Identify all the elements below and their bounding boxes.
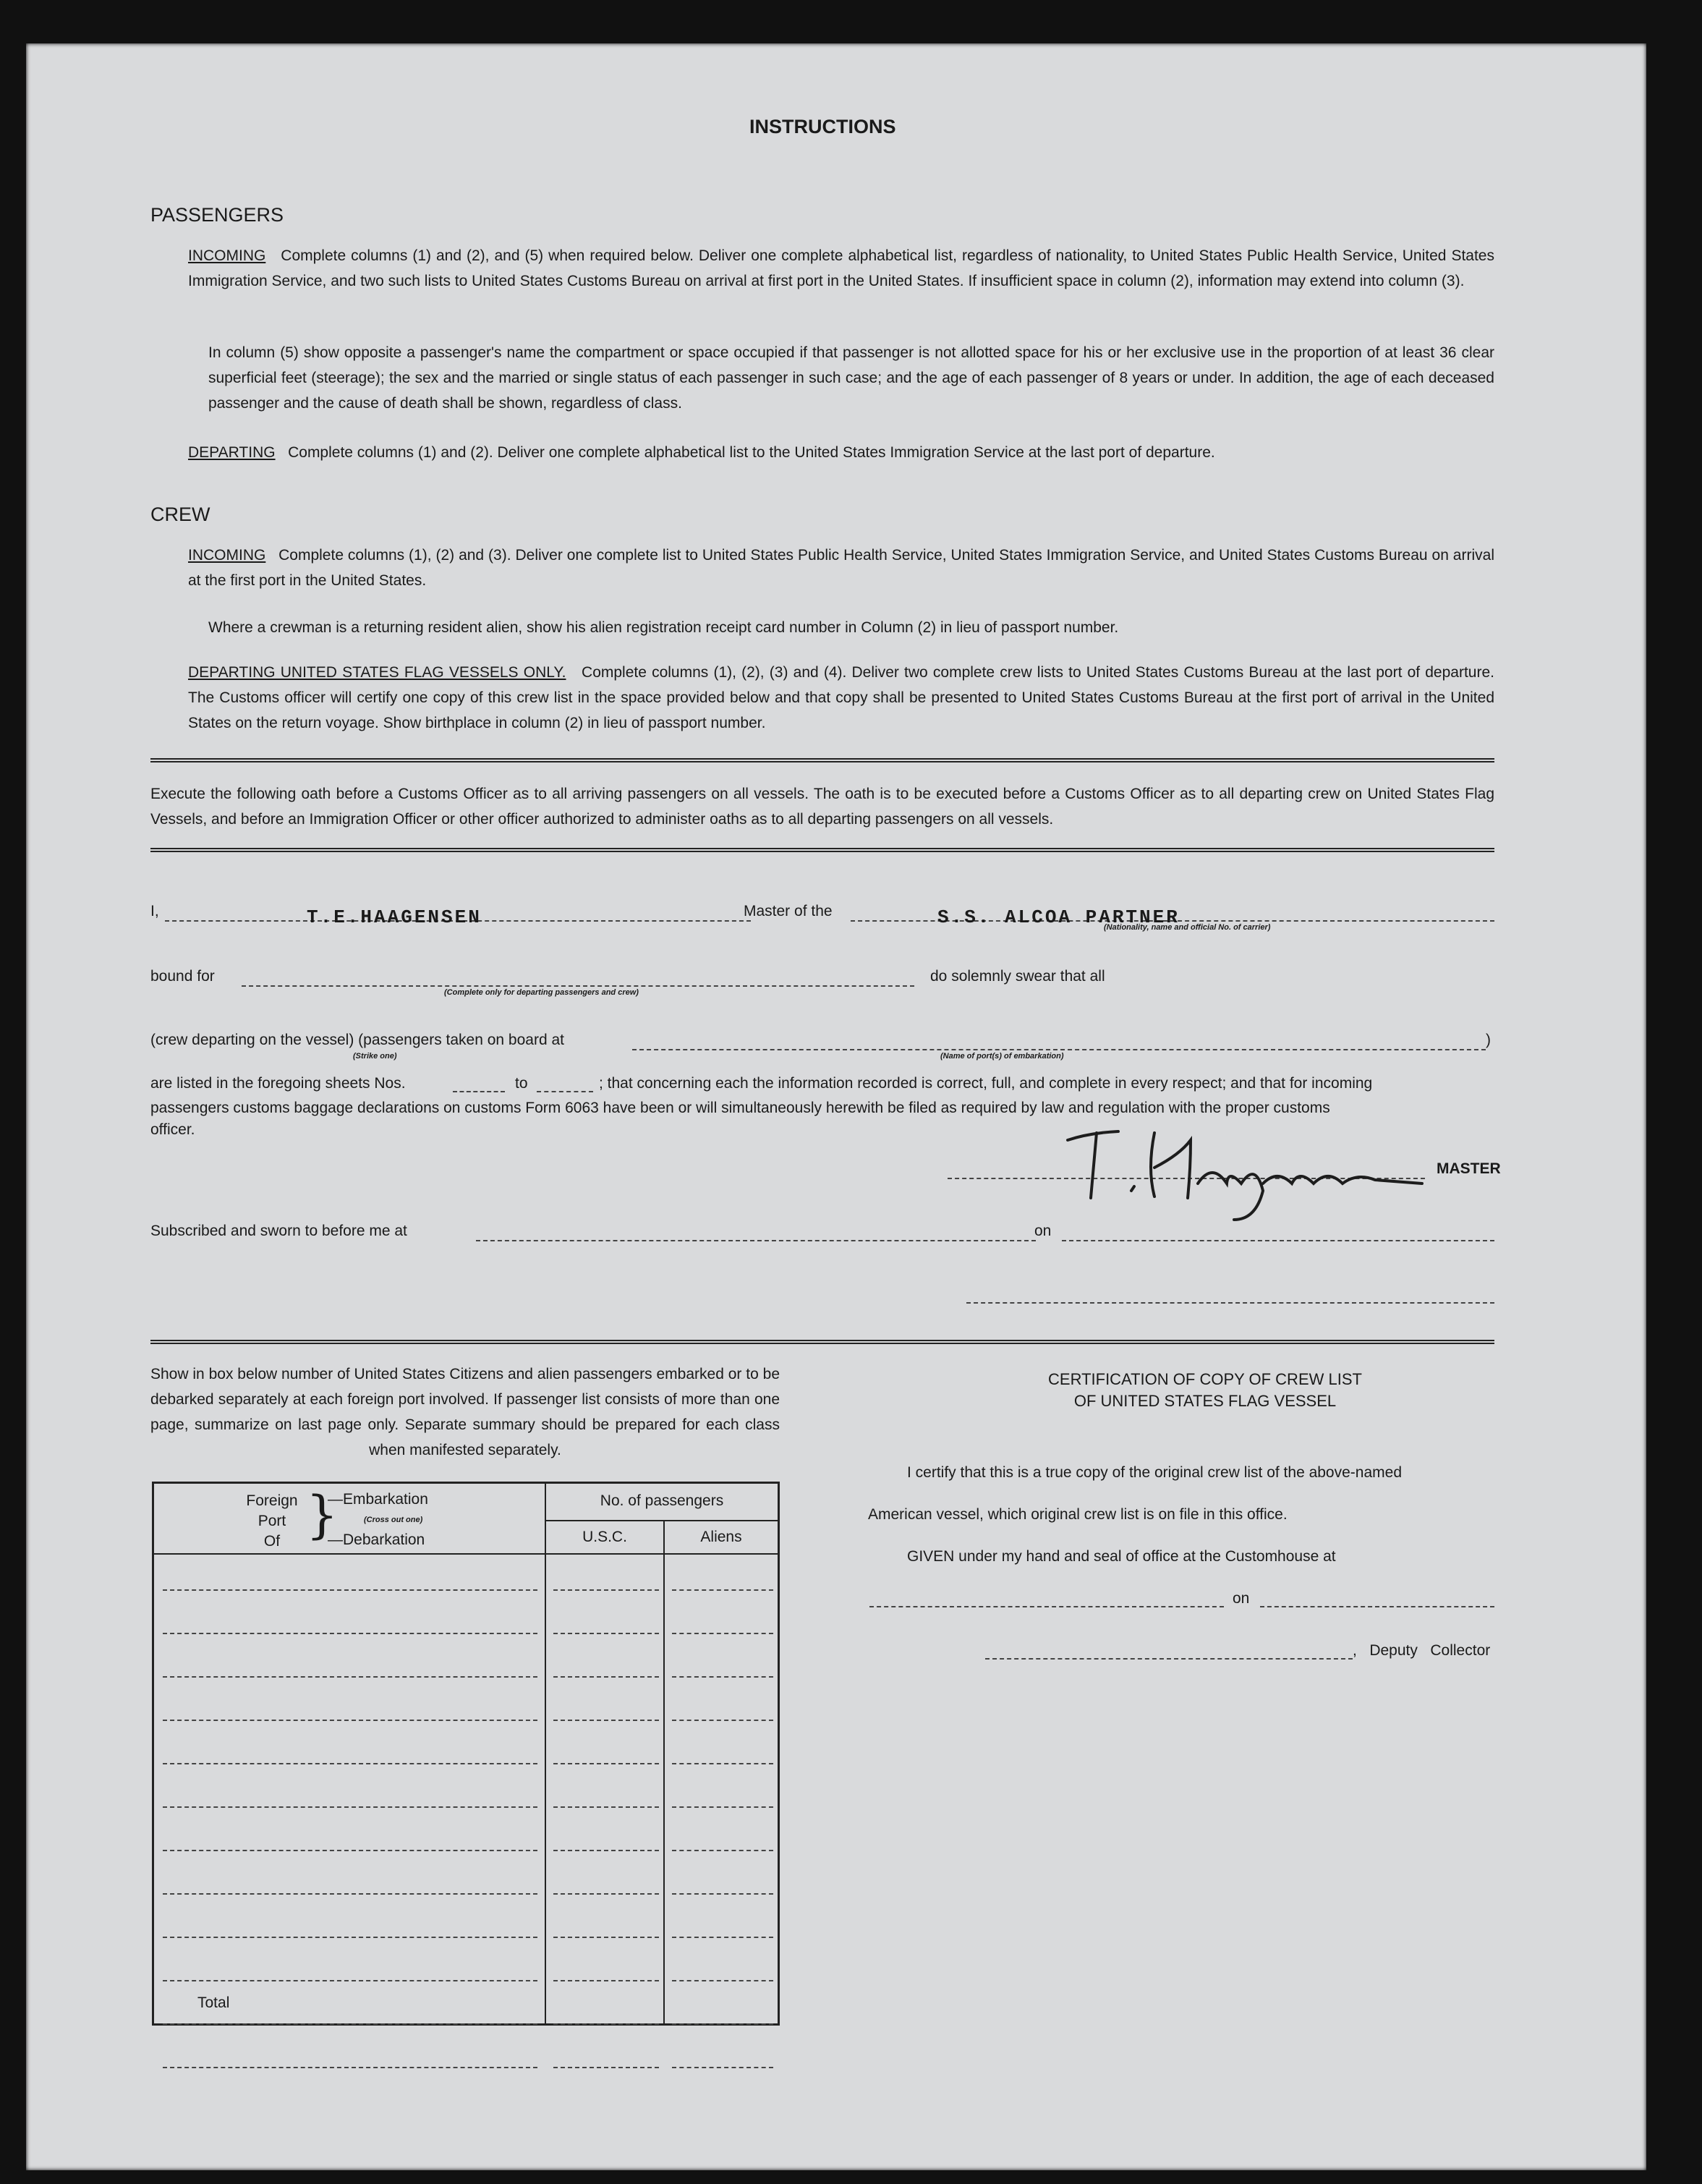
summary-row-line bbox=[553, 1633, 659, 1634]
master-name: T.E.HAAGENSEN bbox=[307, 906, 482, 928]
debarkation-label: —Debarkation bbox=[328, 1531, 425, 1548]
summary-row-line bbox=[553, 2067, 659, 2068]
summary-row-line bbox=[672, 1589, 773, 1591]
summary-row-line bbox=[553, 1937, 659, 1938]
summary-row-line bbox=[163, 1633, 537, 1634]
certification-line-1: I certify that this is a true copy of the original crew list of the above-named bbox=[907, 1464, 1402, 1481]
listed-label: are listed in the foregoing sheets Nos. bbox=[150, 1075, 406, 1092]
port-label: Port bbox=[258, 1513, 286, 1529]
port-hint: (Name of port(s) of embarkation) bbox=[940, 1052, 1064, 1061]
master-of-label: Master of the bbox=[744, 903, 833, 919]
foreign-label: Foreign bbox=[246, 1492, 298, 1509]
summary-row-line bbox=[163, 1937, 537, 1938]
listed-text-3: officer. bbox=[150, 1121, 195, 1138]
to-label: to bbox=[515, 1075, 528, 1092]
summary-row-line bbox=[553, 1893, 659, 1895]
of-label: Of bbox=[263, 1533, 281, 1550]
strike-text: (crew departing on the vessel) (passengers taken on board at bbox=[150, 1032, 564, 1048]
summary-row-line bbox=[672, 1806, 773, 1808]
crew-departing-paragraph bbox=[188, 660, 1494, 736]
divider-rule bbox=[150, 848, 1494, 852]
summary-row-line bbox=[163, 2023, 537, 2025]
passengers-heading: PASSENGERS bbox=[150, 204, 284, 226]
crew-departing-label: DEPARTING UNITED STATES FLAG VESSELS ONLY. bbox=[188, 664, 566, 681]
certification-line-3: GIVEN under my hand and seal of office at the Customhouse at bbox=[907, 1548, 1336, 1565]
customhouse-place-line bbox=[869, 1606, 1224, 1607]
summary-row-line bbox=[553, 1806, 659, 1808]
master-signature bbox=[1046, 1111, 1437, 1227]
listed-text: ; that concerning each the information recorded is correct, full, and complete in every respect; and that for incoming bbox=[599, 1075, 1373, 1092]
strike-hint: (Strike one) bbox=[353, 1052, 397, 1061]
brace-icon: } bbox=[306, 1485, 339, 1544]
cross-out-hint: (Cross out one) bbox=[364, 1516, 423, 1524]
summary-row-line bbox=[553, 1676, 659, 1678]
summary-row-line bbox=[163, 1676, 537, 1678]
vessel-hint: (Nationality, name and official No. of carrier) bbox=[1104, 923, 1271, 932]
bound-for-label: bound for bbox=[150, 968, 215, 985]
passengers-column5-text: In column (5) show opposite a passenger's name the compartment or space occupied if that passenger is not allotted space for his or her exclusive use in the proportion of at least 36 clear superficial feet (steerage); the sex and the married or single status of each passenger in such case; and the age of each passenger of 8 years or under. In addition, the age of each deceased passenger and the cause of death shall be shown, regardless of class. bbox=[208, 344, 1494, 412]
summary-row-line bbox=[672, 1850, 773, 1851]
usc-label: U.S.C. bbox=[582, 1529, 627, 1545]
summary-row-line bbox=[672, 1720, 773, 1721]
summary-row-line bbox=[553, 1763, 659, 1764]
certification-on-label: on bbox=[1233, 1590, 1250, 1607]
certification-title-2: OF UNITED STATES FLAG VESSEL bbox=[1073, 1392, 1337, 1410]
instructions-title: INSTRUCTIONS bbox=[749, 116, 896, 137]
summary-row-line bbox=[672, 1676, 773, 1678]
embarkation-port-line bbox=[632, 1049, 1486, 1050]
oath-i-label: I, bbox=[150, 903, 159, 919]
summary-row-line bbox=[163, 1850, 537, 1851]
certification-title-1: CERTIFICATION OF COPY OF CREW LIST bbox=[1048, 1370, 1362, 1388]
certification-line-2: American vessel, which original crew list is on file in this office. bbox=[868, 1506, 1288, 1523]
summary-row-line bbox=[163, 2067, 537, 2068]
summary-row-line bbox=[163, 1720, 537, 1721]
oath-intro: Execute the following oath before a Customs Officer as to all arriving passengers on all vessels. The oath is to be executed before a Customs Officer as to all departing crew on United States Flag Vessels, and before an Immigration Officer or other officer authorized to administer oaths as to all departing passengers on all vessels. bbox=[150, 786, 1494, 828]
deputy-collector-label: , Deputy Collector bbox=[1353, 1642, 1491, 1659]
summary-row-line bbox=[163, 1589, 537, 1591]
summary-row-line bbox=[672, 1980, 773, 1981]
passengers-departing-paragraph bbox=[188, 440, 1494, 465]
crew-resident-text: Where a crewman is a returning resident alien, show his alien registration receipt card number in Column (2) in lieu of passport number. bbox=[208, 619, 1119, 636]
crew-incoming-paragraph bbox=[188, 543, 1494, 593]
crew-incoming-text: Complete columns (1), (2) and (3). Deliver one complete list to United States Public Health Service, United States Immigration Service, and United States Customs Bureau on arrival at the first port in the United States. bbox=[188, 547, 1494, 589]
summary-row-line bbox=[672, 1633, 773, 1634]
passengers-incoming-text: Complete columns (1) and (2), and (5) when required below. Deliver one complete alphabetical list, regardless of nationality, to United States Public Health Service, United States Immigration Service, and two such lists to United States Customs Bureau on arrival at first port in the United States. If insufficient space in column (2), information may extend into column (3). bbox=[188, 247, 1494, 289]
crew-incoming-label: INCOMING bbox=[188, 547, 266, 564]
summary-row-line bbox=[553, 2023, 659, 2025]
column-divider bbox=[663, 1520, 665, 2023]
summary-row-line bbox=[553, 1589, 659, 1591]
swear-label: do solemnly swear that all bbox=[930, 968, 1105, 985]
subscribed-on-label: on bbox=[1034, 1223, 1052, 1239]
sheet-to-line bbox=[537, 1091, 593, 1092]
summary-table bbox=[152, 1482, 780, 2026]
column-divider bbox=[545, 1484, 546, 2023]
passengers-departing-text: Complete columns (1) and (2). Deliver one complete alphabetical list to the United States Immigration Service at the last port of departure. bbox=[288, 444, 1215, 461]
summary-row-line bbox=[163, 1893, 537, 1895]
deputy-signature-line bbox=[985, 1658, 1353, 1660]
header-divider bbox=[154, 1553, 778, 1555]
summary-intro: Show in box below number of United States Citizens and alien passengers embarked or to be debarked separately at each foreign port involved. If passenger list consists of more than one page, summarize on last page only. Separate summary should be prepared for each class when manifested separately. bbox=[150, 1366, 780, 1458]
crew-departing-text: Complete columns (1), (2), (3) and (4). Deliver two complete crew lists to United States Customs Bureau at the last port of departure. The Customs officer will certify one copy of this crew list in the space provided below and that copy shall be presented to United States Customs Bureau at the first port of arrival in the United States on the return voyage. Show birthplace in column (2) in lieu of passport number. bbox=[188, 664, 1494, 731]
crew-heading: CREW bbox=[150, 503, 210, 525]
officer-signature-line bbox=[966, 1302, 1494, 1304]
summary-row-line bbox=[163, 1806, 537, 1808]
subscribed-date-line bbox=[1062, 1240, 1494, 1241]
no-passengers-label: No. of passengers bbox=[600, 1492, 724, 1509]
summary-row-line bbox=[672, 1893, 773, 1895]
listed-text-2: passengers customs baggage declarations on customs Form 6063 have been or will simultaneously herewith be filed as required by law and regulation with the proper customs bbox=[150, 1100, 1330, 1116]
summary-row-line bbox=[163, 1763, 537, 1764]
certification-date-line bbox=[1260, 1606, 1494, 1607]
summary-row-line bbox=[553, 1850, 659, 1851]
divider-rule bbox=[150, 1340, 1494, 1344]
aliens-label: Aliens bbox=[700, 1529, 742, 1545]
subheader-divider bbox=[545, 1520, 778, 1521]
embarkation-label: —Embarkation bbox=[328, 1491, 428, 1508]
subscribed-place-line bbox=[476, 1240, 1036, 1241]
bound-hint: (Complete only for departing passengers and crew) bbox=[444, 988, 639, 997]
close-paren: ) bbox=[1486, 1032, 1491, 1048]
divider-rule bbox=[150, 758, 1494, 762]
master-label: MASTER bbox=[1437, 1160, 1501, 1177]
summary-row-line bbox=[672, 1937, 773, 1938]
passengers-incoming-paragraph bbox=[188, 243, 1494, 294]
passengers-incoming-label: INCOMING bbox=[188, 247, 266, 264]
summary-row-line bbox=[672, 1763, 773, 1764]
bound-for-line bbox=[242, 985, 914, 987]
summary-row-line bbox=[672, 2023, 773, 2025]
summary-row-line bbox=[553, 1720, 659, 1721]
total-label: Total bbox=[197, 1994, 230, 2011]
passengers-departing-label: DEPARTING bbox=[188, 444, 276, 461]
subscribed-label: Subscribed and sworn to before me at bbox=[150, 1223, 407, 1239]
document-sheet bbox=[26, 43, 1646, 2170]
summary-row-line bbox=[553, 1980, 659, 1981]
sheet-from-line bbox=[453, 1091, 505, 1092]
vessel-name: S.S. ALCOA PARTNER bbox=[937, 906, 1180, 928]
summary-row-line bbox=[672, 2067, 773, 2068]
summary-row-line bbox=[163, 1980, 537, 1981]
